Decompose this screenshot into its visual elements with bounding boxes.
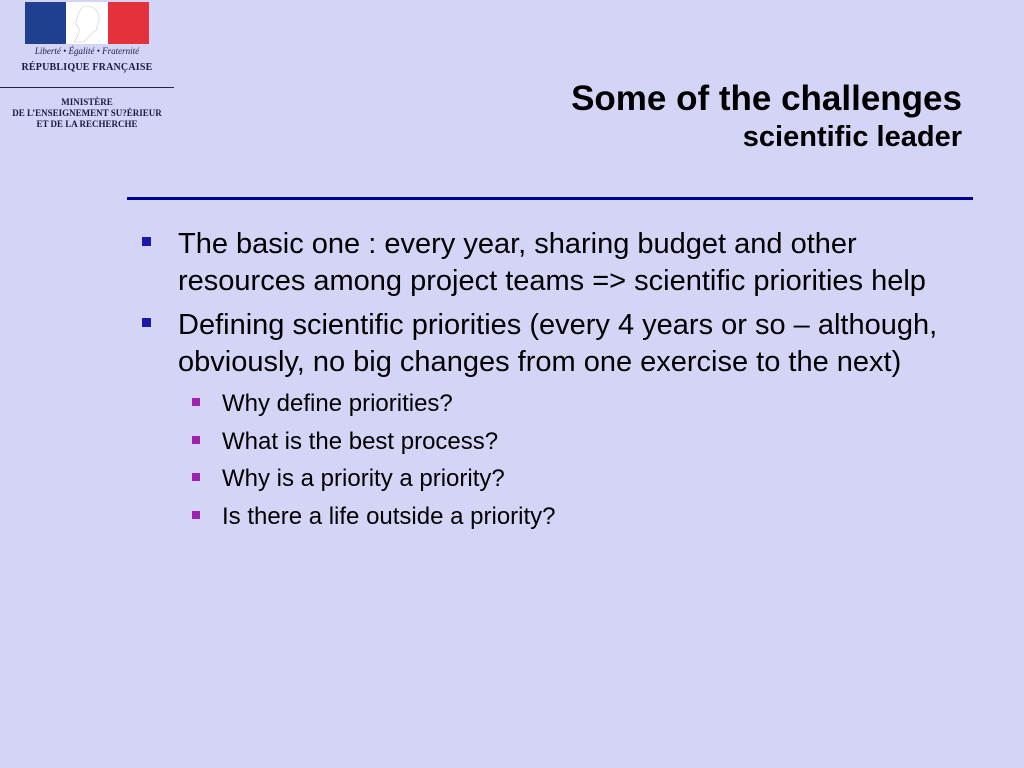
marianne-flag-logo (25, 2, 149, 44)
square-bullet-icon (192, 436, 200, 444)
square-bullet-icon (192, 398, 200, 406)
republic-motto: Liberté • Égalité • Fraternité (34, 46, 140, 56)
sub-bullet-text: What is the best process? (222, 427, 499, 455)
ministry-line: MINISTÈRE (61, 97, 113, 107)
marianne-profile-icon (66, 2, 108, 44)
bullet-item (140, 226, 960, 300)
sub-bullet-item (140, 460, 960, 498)
ministry-name (0, 97, 174, 130)
square-bullet-icon (142, 318, 151, 327)
slide-title: Some of the challenges (571, 79, 962, 118)
logo-divider (0, 87, 174, 88)
sub-bullet-item (140, 498, 960, 536)
ministry-line: ET DE LA RECHERCHE (36, 119, 138, 129)
title-underline (127, 197, 973, 200)
bullet-text: The basic one : every year, sharing budget and other resources among project teams => scientific priorities help (178, 228, 926, 297)
square-bullet-icon (142, 237, 151, 246)
sub-bullet-item (140, 423, 960, 461)
republic-name: RÉPUBLIQUE FRANÇAISE (21, 62, 153, 73)
slide-subtitle: scientific leader (742, 121, 962, 153)
bullet-list (140, 226, 960, 535)
sub-bullet-text: Why is a priority a priority? (222, 465, 505, 492)
square-bullet-icon (192, 473, 200, 481)
sub-bullet-item (140, 385, 960, 423)
sub-bullet-list (140, 385, 960, 535)
slide-title-block (571, 78, 962, 154)
square-bullet-icon (192, 511, 200, 519)
sub-bullet-text: Is there a life outside a priority? (222, 502, 556, 530)
bullet-item (140, 307, 960, 535)
sub-bullet-text: Why define priorities? (222, 390, 453, 417)
ministry-line: DE L’ENSEIGNEMENT SU?ÉRIEUR (12, 108, 162, 118)
slide-body (140, 226, 960, 542)
bullet-text: Defining scientific priorities (every 4 years or so – although, obviously, no big changes from one exercise to the next) (178, 309, 938, 378)
ministry-logo (0, 0, 174, 140)
